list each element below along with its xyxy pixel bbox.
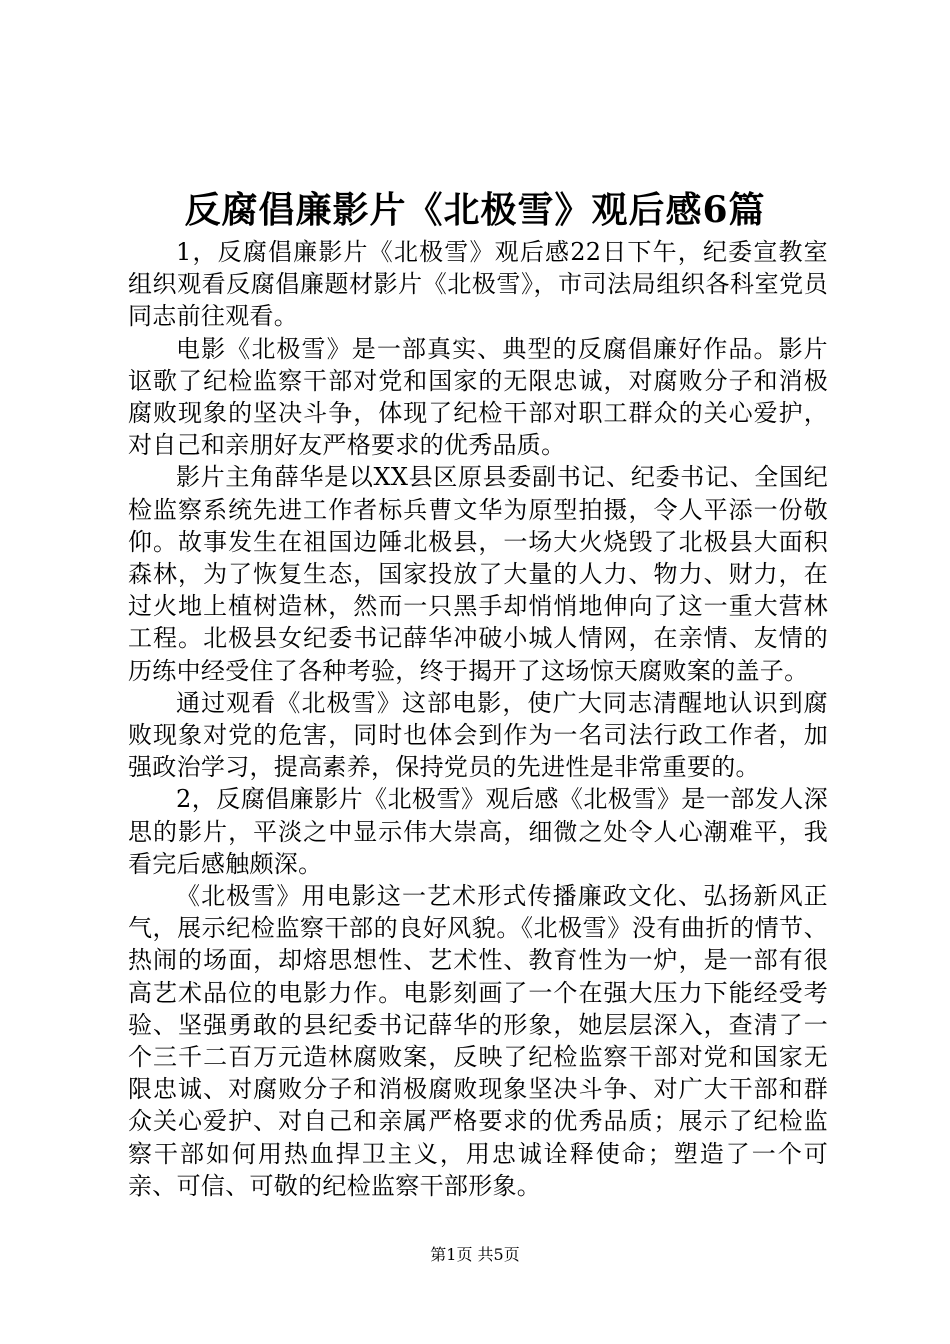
paragraph: 电影《北极雪》是一部真实、典型的反腐倡廉好作品。影片讴歌了纪检监察干部对党和国家的无限忠诚，对腐败分子和消极腐败现象的坚决斗争，体现了纪检干部对职工群众的关心爱护，对自己和亲朋好友严格要求的优秀品质。 bbox=[128, 334, 828, 460]
paragraph: 影片主角薛华是以XX县区原县委副书记、纪委书记、全国纪检监察系统先进工作者标兵曹文华为原型拍摄，令人平添一份敬仰。故事发生在祖国边陲北极县，一场大火烧毁了北极县大面积森林，为了恢复生态，国家投放了大量的人力、物力、财力，在过火地上植树造林，然而一只黑手却悄悄地伸向了这一重大营林工程。北极县女纪委书记薛华冲破小城人情网，在亲情、友情的历练中经受住了各种考验，终于揭开了这场惊天腐败案的盖子。 bbox=[128, 463, 828, 685]
paragraph: 《北极雪》用电影这一艺术形式传播廉政文化、弘扬新风正气，展示纪检监察干部的良好风貌。《北极雪》没有曲折的情节、热闹的场面，却熔思想性、艺术性、教育性为一炉，是一部有很高艺术品位的电影力作。电影刻画了一个在强大压力下能经受考验、坚强勇敢的县纪委书记薛华的形象，她层层深入，查清了一个三千二百万元造林腐败案，反映了纪检监察干部对党和国家无限忠诚、对腐败分子和消极腐败现象坚决斗争、对广大干部和群众关心爱护、对自己和亲属严格要求的优秀品质；展示了纪检监察干部如何用热血捍卫主义，用忠诚诠释使命；塑造了一个可亲、可信、可敬的纪检监察干部形象。 bbox=[128, 882, 828, 1200]
paragraph: 1，反腐倡廉影片《北极雪》观后感22日下午，纪委宣教室组织观看反腐倡廉题材影片《北极雪》，市司法局组织各科室党员同志前往观看。 bbox=[128, 238, 828, 331]
paragraph: 2，反腐倡廉影片《北极雪》观后感《北极雪》是一部发人深思的影片，平淡之中显示伟大崇高，细微之处令人心潮难平，我看完后感触颇深。 bbox=[128, 785, 828, 878]
document-title: 反腐倡廉影片《北极雪》观后感6篇 bbox=[184, 189, 766, 231]
page-number-footer: 第1页 共5页 bbox=[430, 1245, 520, 1264]
paragraph: 通过观看《北极雪》这部电影，使广大同志清醒地认识到腐败现象对党的危害，同时也体会到作为一名司法行政工作者，加强政治学习，提高素养，保持党员的先进性是非常重要的。 bbox=[128, 688, 828, 782]
document-body bbox=[128, 236, 828, 1202]
